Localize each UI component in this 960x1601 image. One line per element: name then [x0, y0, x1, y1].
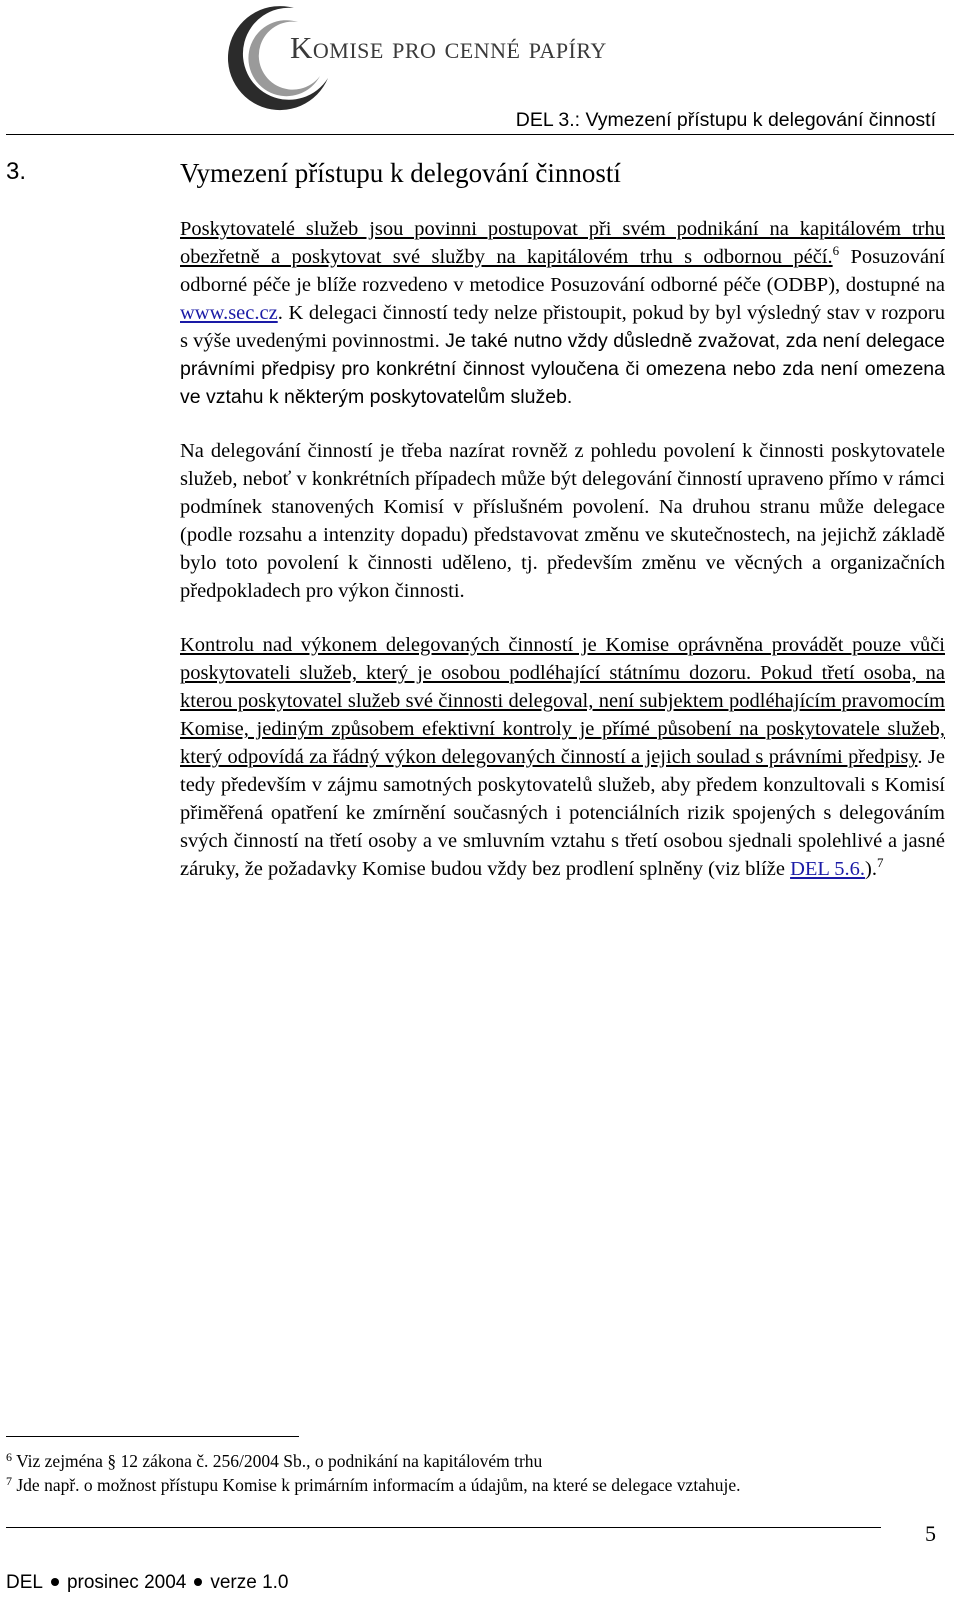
footer-version: verze 1.0	[210, 1572, 289, 1593]
paragraph-text: Posuzování odborné péče je blíže rozvedeno v metodice Posuzování odborné péče (ODBP), dostupné na	[180, 246, 945, 296]
footnote-divider	[6, 1436, 299, 1437]
page-number: 5	[925, 1521, 936, 1546]
paragraph-text: ).	[865, 858, 877, 880]
paragraph-text: Je také nutno vždy důsledně zvažovat, zda není delegace právními předpisy pro konkrétní činnost vyloučena či omezena nebo zda není omezena ve vztahu k některým poskytovatelům služeb.	[180, 330, 946, 408]
footnote-ref-7[interactable]: 7	[876, 855, 884, 870]
underlined-text: Kontrolu nad výkonem delegovaných činností je Komise oprávněna provádět pouze vůči poskytovateli služeb, který je osobou podléhající státnímu dozoru. Pokud třetí osoba, na kterou poskytovatel služeb své činnosti delegoval, není subjektem podléhajícím pravomocím Komise, jediným způsobem efektivní kontroly je přímé působení na poskytovatele služeb, který odpovídá za řádný výkon delegovaných činností a jejich soulad s právními předpisy	[180, 634, 945, 768]
footnote-7	[6, 1473, 936, 1497]
paragraph-3	[180, 631, 945, 883]
footnote-text: Viz zejména § 12 zákona č. 256/2004 Sb., o podnikání na kapitálovém trhu	[16, 1451, 543, 1471]
paragraph-2	[180, 437, 945, 605]
footnotes	[6, 1449, 936, 1497]
paragraph-text: . Je tedy především v zájmu samotných poskytovatelů služeb, aby předem konzultovali s Komisí přiměřená opatření ke zmírnění současných i potenciálních rizik spojených s delegováním svých činností na třetí osoby a ve smluvním vztahu s třetí osobou sjednali spolehlivé a jasné záruky, že požadavky Komise budou vždy bez prodlení splněny (viz blíže	[180, 746, 945, 880]
footer-doc: DEL	[6, 1572, 43, 1593]
underlined-text: Poskytovatelé služeb jsou povinni postupovat při svém podnikání na kapitálovém trhu obezřetně a poskytovat své služby na kapitálovém trhu s odbornou péčí.	[180, 218, 945, 268]
footnote-number: 7	[6, 1474, 12, 1488]
footnote-ref-6[interactable]: 6	[832, 243, 840, 258]
document-reference: DEL 3.: Vymezení přístupu k delegování činností	[515, 109, 936, 131]
paragraph-text: Na delegování činností je třeba nazírat rovněž z pohledu povolení k činnosti poskytovatele služeb, neboť v konkrétních případech může být delegování činností upraveno přímo v rámci podmínek stanovených Komisí v příslušném povolení. Na druhou stranu může delegace (podle rozsahu a intenzity dopadu) představovat změnu ve skutečnostech, na jejichž základě bylo toto povolení k činnosti uděleno, tj. především změnu ve věcných a organizačních předpokladech pro výkon činnosti.	[180, 440, 945, 602]
section-number: 3.	[6, 158, 27, 185]
body-text	[180, 215, 945, 909]
del-5-6-link[interactable]: DEL 5.6.	[790, 858, 866, 880]
header-divider	[6, 134, 954, 135]
footnote-6	[6, 1449, 936, 1473]
footer-divider	[6, 1527, 881, 1528]
section-title: Vymezení přístupu k delegování činností	[180, 158, 621, 188]
footer-date: prosinec 2004	[66, 1572, 187, 1593]
paragraph-1	[180, 215, 945, 411]
bullet-icon	[51, 1578, 59, 1586]
footnote-number: 6	[6, 1450, 12, 1464]
footnote-text: Jde např. o možnost přístupu Komise k primárním informacím a údajům, na které se delegace vztahuje.	[16, 1475, 741, 1495]
bullet-icon	[194, 1578, 202, 1586]
page-header	[0, 0, 960, 140]
footer-info	[6, 1572, 289, 1594]
website-link[interactable]: www.sec.cz	[180, 302, 278, 324]
paragraph-text: . K delegaci činností tedy nelze přistoupit, pokud by byl výsledný stav v rozporu s výše uvedenými povinnostmi.	[180, 302, 945, 352]
organization-name: Komise pro cenné papíry	[290, 30, 607, 65]
